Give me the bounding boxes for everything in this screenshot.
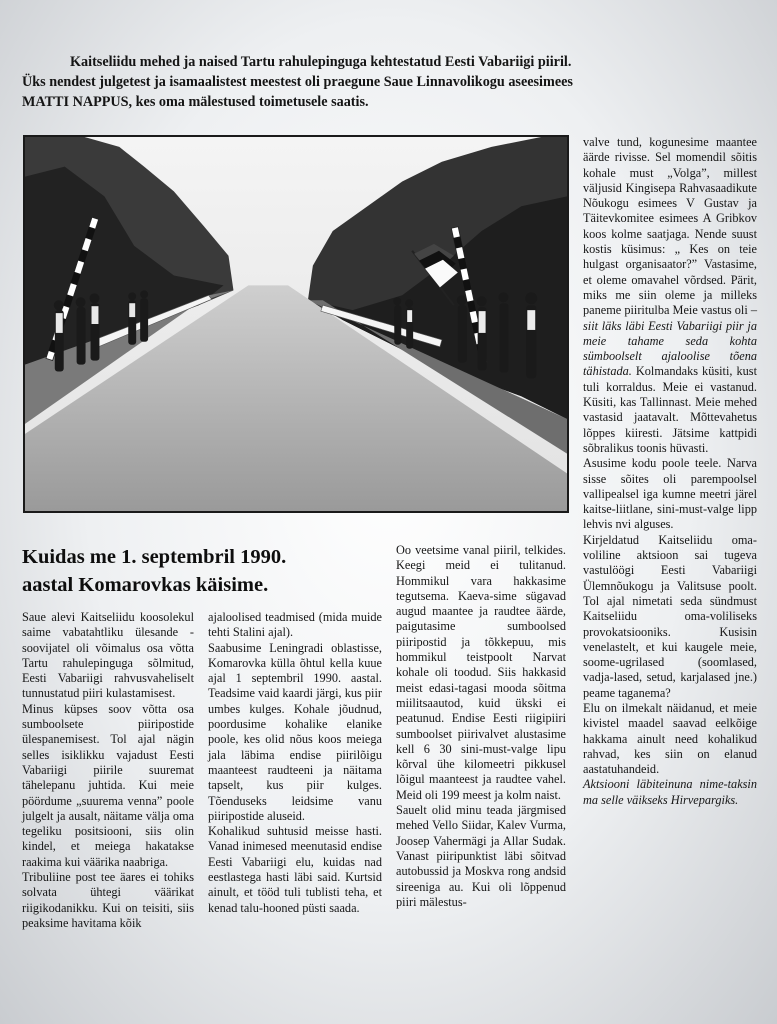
paragraph: Asusime kodu poole teele. Narva sisse sõites oli parempoolsel vallipealsel iga kumne meetri järel kaitse-liitlane, sini-must-valge lipp lehvis nvi alguses. bbox=[583, 456, 757, 532]
intro-line-3: MATTI NAPPUS, kes oma mälestused toimetusele saatis. bbox=[22, 94, 369, 110]
intro-line-1: Kaitseliidu mehed ja naised Tartu rahulepinguga kehtestatud Eesti Vabariigi piiril. bbox=[70, 54, 572, 70]
border-photo bbox=[23, 135, 569, 513]
paragraph: Kohalikud suhtusid meisse hasti. Vanad inimesed meenutasid endise Eesti Vabariigi elu, kuidas nad eestlastega hasti läbi said. Kurtsid ainult, et tööd tuli tublisti teha, et kenad talu-hooned püsti saada. bbox=[208, 824, 382, 915]
text-run: Kolmandaks küsiti, kust tuli korraldus. Meie ei vastanud. Küsiti, kas Tallinnast. Meie mehed vastasid jaatavalt. Mõttevahetus lõppes kiiresti. Jätsime kattpidi sõbralikus toonis hüvasti. bbox=[583, 364, 757, 455]
paragraph bbox=[583, 135, 757, 456]
paragraph: Minus küpses soov võtta osa sumboolsete piiripostide ülespanemisest. Tol ajal nägin selles isiklikku vajadust Eesti Vabariigi piirile suuremat tähelepanu juhtida. Kui meie pöördume „suurema venna” poole julgelt ja ausalt, näitame välja oma tegeliku positsiooni, siis olin kindel, et meiega hakatakse raakima kui väärika naabriga. bbox=[22, 701, 194, 869]
photo-illustration bbox=[25, 137, 567, 511]
article-column-2 bbox=[208, 610, 382, 916]
paragraph: Saue alevi Kaitseliidu koosolekul saime vabatahtliku ülesande - soovijatel oli võimalus osa võtta Tartu rahulepinguga sõlmitud, Eesti Vabariigi rahvusvaheliselt tunnustatud piiri kulastamisest. bbox=[22, 610, 194, 701]
paragraph: Saabusime Leningradi oblastisse, Komarovka külla õhtul kella kuue ajal 1 septembril 1990. aastal. Teadsime vaid kaardi järgi, kus piir umbes kulges. Kohale jõudnud, poordusime kohalike elanike poole, kes olid nõus koos meiega jala läbima endise piirilõigu maanteest raudteeni ja näitama tapselt, kus piir kulges. Tõenduseks leidsime vanu piiripostide aluseid. bbox=[208, 640, 382, 823]
article-column-3 bbox=[396, 543, 566, 910]
intro-text bbox=[22, 52, 742, 112]
article-headline bbox=[22, 543, 382, 599]
italic-quote: siit läks läbi Eesti Vabariigi piir ja meie tahame seda kohta sümboolselt ajaloolise tõena tähistada. bbox=[583, 318, 757, 379]
closing-italic-paragraph: Aktsiooni läbiteinuna nime-taksin ma selle väikseks Hirvepargiks. bbox=[583, 777, 757, 807]
article-column-1 bbox=[22, 610, 194, 931]
paragraph: Elu on ilmekalt näidanud, et meie kivistel maadel saavad eelkõige hakkama ainult need kohalikud rahvad, kes siin on elanud aastatuhandeid. bbox=[583, 700, 757, 777]
article-column-4 bbox=[583, 135, 757, 808]
intro-line-2: Üks nendest julgetest ja isamaalistest meestest oli praegune Saue Linnavolikogu aseesimees bbox=[22, 74, 573, 90]
paragraph: Tribuliine post tee äares ei tohiks solvata ühtegi väärikat riigikodanikku. Kui on teisiti, siis peaksime havitama kõik bbox=[22, 870, 194, 930]
headline-line-1: Kuidas me 1. septembril 1990. bbox=[22, 546, 287, 568]
text-run: valve tund, kogunesime maantee äärde rivisse. Sel momendil sõitis kohale must „Volga”, millest väljusid Kingisepa Rahvasaadikute Nõukogu esimees V Gustav ja Täitevkomitee esimees A Gribkov koos kolme saatjaga. Nende suust kostis küsimus: „ Kes on teie hulgast organisaator?” Vastasime, et oleme omavahel võrdsed. Pärit, miks me siin oleme ja milleks paneme piiritulba Meie vastus oli – bbox=[583, 135, 757, 318]
paragraph: Oo veetsime vanal piiril, telkides. Keegi meid ei tulitanud. Hommikul vara hakkasime tegutsema. Kaeva-sime sügavad augud maantee ja raudtee äärde, paigutasime sumboolsed piiripostid ja tõkkepuu, mis hommikul teistpoolt Narvat kohale oli toodud. Siis hakkasid meist edasi-tagasi mooda sõitma miilitsaautod, kuid ükski ei peatunud. Endise Eesti riigipiiri sumboolset piirivalvet alustasime kell 6 30 sini-must-valge lipu kõrval ühe kilomeetri pikkusel lõigul maanteest ja raudtee vahel. Meid oli 199 meest ja kolm naist. bbox=[396, 543, 566, 802]
paragraph: Sauelt olid minu teada järgmised mehed Vello Siidar, Kalev Vurma, Joosep Vahermägi ja Allar Sudak. Vanast piiripunktist läbi sõitvad autobussid ja Moskva rong andsid sireeniga au. Kui oli lõppenud piiri mälestus- bbox=[396, 803, 566, 909]
headline-line-2: aastal Komarovkas käisime. bbox=[22, 574, 269, 596]
paragraph: Kirjeldatud Kaitseliidu oma-voliline aktsioon sai tugeva vastulöögi Eesti Vabariigi Ülemnõukogu ja Valitsuse poolt. Tol ajal nimetati seda sündmust Kaitseliidu oma-voliliseks provokatsiooniks. Kusisin venelastelt, et kui kaugele meie, soome-ugrilased (soomlased, vadja-lased, setud, karjalased jne.) peame taganema? bbox=[583, 532, 757, 700]
paragraph: ajaloolised teadmised (mida muide tehti Stalini ajal). bbox=[208, 610, 382, 640]
